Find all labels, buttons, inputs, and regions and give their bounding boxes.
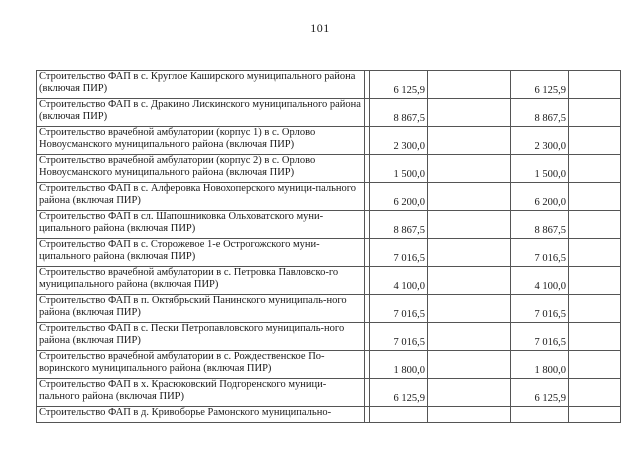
row-name: Строительство врачебной амбулатории (корпус 2) в с. Орлово Новоусманского муниципального района (включая ПИР) bbox=[37, 155, 365, 183]
table-row bbox=[37, 407, 621, 423]
table-row bbox=[37, 127, 621, 155]
empty-cell bbox=[428, 127, 511, 155]
row-value-2: 4 100,0 bbox=[511, 267, 569, 295]
row-value-1: 1 500,0 bbox=[370, 155, 428, 183]
table-row bbox=[37, 351, 621, 379]
row-name: Строительство ФАП в с. Круглое Каширского муниципального района (включая ПИР) bbox=[37, 71, 365, 99]
empty-cell bbox=[428, 295, 511, 323]
table-row bbox=[37, 211, 621, 239]
row-value-1: 7 016,5 bbox=[370, 239, 428, 267]
row-value-2: 7 016,5 bbox=[511, 295, 569, 323]
empty-cell bbox=[569, 155, 621, 183]
row-value-1: 6 200,0 bbox=[370, 183, 428, 211]
table-row bbox=[37, 239, 621, 267]
empty-cell bbox=[569, 351, 621, 379]
empty-cell bbox=[569, 99, 621, 127]
row-value-2: 6 200,0 bbox=[511, 183, 569, 211]
row-value-2: 8 867,5 bbox=[511, 211, 569, 239]
empty-cell bbox=[428, 407, 511, 423]
row-value-1: 8 867,5 bbox=[370, 211, 428, 239]
row-value-2: 6 125,9 bbox=[511, 379, 569, 407]
row-value-1 bbox=[370, 407, 428, 423]
empty-cell bbox=[569, 127, 621, 155]
empty-cell bbox=[428, 99, 511, 127]
table-row bbox=[37, 295, 621, 323]
empty-cell bbox=[428, 351, 511, 379]
row-name: Строительство врачебной амбулатории в с. Петровка Павловско-го муниципального района (включая ПИР) bbox=[37, 267, 365, 295]
row-value-1: 2 300,0 bbox=[370, 127, 428, 155]
row-name: Строительство врачебной амбулатории (корпус 1) в с. Орлово Новоусманского муниципального района (включая ПИР) bbox=[37, 127, 365, 155]
row-value-2: 1 500,0 bbox=[511, 155, 569, 183]
row-value-2: 8 867,5 bbox=[511, 99, 569, 127]
row-value-1: 1 800,0 bbox=[370, 351, 428, 379]
empty-cell bbox=[569, 323, 621, 351]
row-value-1: 4 100,0 bbox=[370, 267, 428, 295]
row-value-1: 7 016,5 bbox=[370, 295, 428, 323]
row-name: Строительство ФАП в сл. Шапошниковка Ольховатского муни-ципального района (включая ПИР) bbox=[37, 211, 365, 239]
table-row bbox=[37, 99, 621, 127]
row-name: Строительство ФАП в с. Пески Петропавловского муниципаль-ного района (включая ПИР) bbox=[37, 323, 365, 351]
table-row bbox=[37, 71, 621, 99]
empty-cell bbox=[428, 267, 511, 295]
empty-cell bbox=[428, 323, 511, 351]
empty-cell bbox=[428, 155, 511, 183]
empty-cell bbox=[569, 407, 621, 423]
row-name: Строительство ФАП в с. Дракино Лискинского муниципального района (включая ПИР) bbox=[37, 99, 365, 127]
empty-cell bbox=[428, 379, 511, 407]
row-value-2: 7 016,5 bbox=[511, 323, 569, 351]
empty-cell bbox=[569, 295, 621, 323]
table-row bbox=[37, 379, 621, 407]
table-row bbox=[37, 183, 621, 211]
empty-cell bbox=[569, 379, 621, 407]
row-name: Строительство ФАП в д. Кривоборье Рамонского муниципально- bbox=[37, 407, 365, 423]
row-value-1: 6 125,9 bbox=[370, 71, 428, 99]
row-value-2: 7 016,5 bbox=[511, 239, 569, 267]
table-body bbox=[37, 71, 621, 423]
empty-cell bbox=[569, 239, 621, 267]
row-value-2: 6 125,9 bbox=[511, 71, 569, 99]
table-row bbox=[37, 267, 621, 295]
empty-cell bbox=[428, 211, 511, 239]
row-name: Строительство ФАП в х. Красюковский Подгоренского муници-пального района (включая ПИР) bbox=[37, 379, 365, 407]
row-value-2: 1 800,0 bbox=[511, 351, 569, 379]
row-name: Строительство ФАП в с. Сторожевое 1-е Острогожского муни-ципального района (включая ПИР) bbox=[37, 239, 365, 267]
page-number: 101 bbox=[310, 21, 330, 35]
row-value-2: 2 300,0 bbox=[511, 127, 569, 155]
table-row bbox=[37, 323, 621, 351]
row-name: Строительство врачебной амбулатории в с. Рождественское По-воринского муниципального района (включая ПИР) bbox=[37, 351, 365, 379]
empty-cell bbox=[428, 183, 511, 211]
budget-table bbox=[36, 70, 621, 423]
row-name: Строительство ФАП в п. Октябрьский Панинского муниципаль-ного района (включая ПИР) bbox=[37, 295, 365, 323]
table-row bbox=[37, 155, 621, 183]
empty-cell bbox=[428, 71, 511, 99]
empty-cell bbox=[569, 71, 621, 99]
row-value-1: 6 125,9 bbox=[370, 379, 428, 407]
row-value-1: 8 867,5 bbox=[370, 99, 428, 127]
empty-cell bbox=[569, 183, 621, 211]
row-value-2 bbox=[511, 407, 569, 423]
row-name: Строительство ФАП в с. Алферовка Новохоперского муници-пального района (включая ПИР) bbox=[37, 183, 365, 211]
row-value-1: 7 016,5 bbox=[370, 323, 428, 351]
empty-cell bbox=[569, 267, 621, 295]
empty-cell bbox=[428, 239, 511, 267]
empty-cell bbox=[569, 211, 621, 239]
